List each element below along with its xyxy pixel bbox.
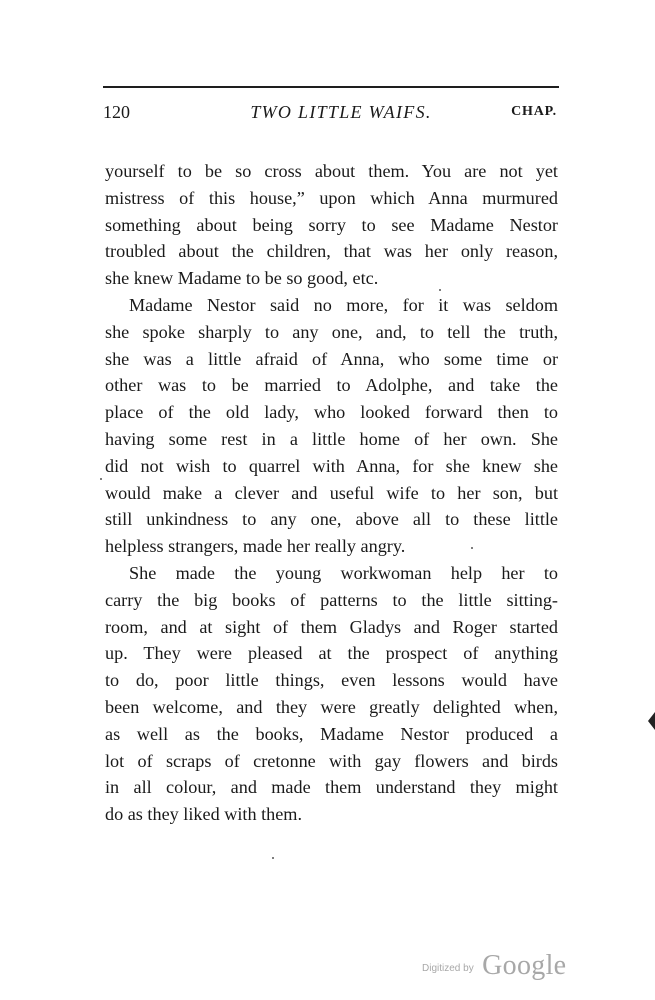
margin-mark bbox=[648, 712, 655, 730]
text-line: do as they liked with them. bbox=[105, 804, 302, 825]
watermark-prefix: Digitized by bbox=[422, 963, 474, 974]
running-head bbox=[103, 102, 559, 128]
text-line: yourself to be so cross about them. You are not yet bbox=[105, 161, 558, 181]
digitized-watermark bbox=[422, 950, 566, 982]
text-line: having some rest in a little home of her own. She bbox=[105, 428, 558, 449]
text-line: did not wish to quarrel with Anna, for she knew she bbox=[105, 455, 558, 476]
ink-speck bbox=[439, 289, 441, 291]
page-number: 120 bbox=[103, 102, 130, 122]
text-line: she knew Madame to be so good, etc. bbox=[105, 268, 379, 289]
text-line: lot of scraps of cretonne with gay flowers and birds bbox=[105, 750, 558, 771]
text-line: she was a little afraid of Anna, who some time or bbox=[105, 348, 558, 369]
ink-speck bbox=[471, 547, 473, 549]
book-title: TWO LITTLE WAIFS. bbox=[250, 102, 432, 122]
text-line: mistress of this house,” upon which Anna murmured bbox=[105, 187, 558, 208]
text-line: would make a clever and useful wife to her son, but bbox=[105, 482, 558, 503]
text-line: She made the young workwoman help her to bbox=[129, 562, 558, 583]
text-line: Madame Nestor said no more, for it was seldom bbox=[129, 294, 558, 315]
text-line: she spoke sharply to any one, and, to tell the truth, bbox=[105, 321, 558, 342]
text-line: been welcome, and they were greatly delighted when, bbox=[105, 696, 558, 717]
text-line: as well as the books, Madame Nestor produced a bbox=[105, 723, 558, 744]
ink-speck bbox=[272, 857, 274, 859]
text-line: other was to be married to Adolphe, and take the bbox=[105, 375, 558, 396]
text-line: place of the old lady, who looked forward then to bbox=[105, 402, 558, 423]
text-line: up. They were pleased at the prospect of anything bbox=[105, 643, 558, 664]
ink-speck bbox=[100, 478, 102, 480]
google-logo: Google bbox=[482, 950, 567, 981]
text-line: troubled about the children, that was her only reason, bbox=[105, 241, 558, 262]
chapter-label: CHAP. bbox=[511, 104, 557, 119]
body-text bbox=[105, 158, 558, 828]
text-line: helpless strangers, made her really angry. bbox=[105, 536, 406, 557]
text-line: room, and at sight of them Gladys and Roger started bbox=[105, 616, 558, 637]
text-line: in all colour, and made them understand they might bbox=[105, 777, 558, 798]
header-rule bbox=[103, 86, 559, 88]
text-line: carry the big books of patterns to the little sitting- bbox=[105, 589, 558, 610]
text-line: something about being sorry to see Madame Nestor bbox=[105, 214, 558, 235]
text-line: still unkindness to any one, above all to these little bbox=[105, 509, 558, 530]
text-line: to do, poor little things, even lessons would have bbox=[105, 670, 558, 691]
